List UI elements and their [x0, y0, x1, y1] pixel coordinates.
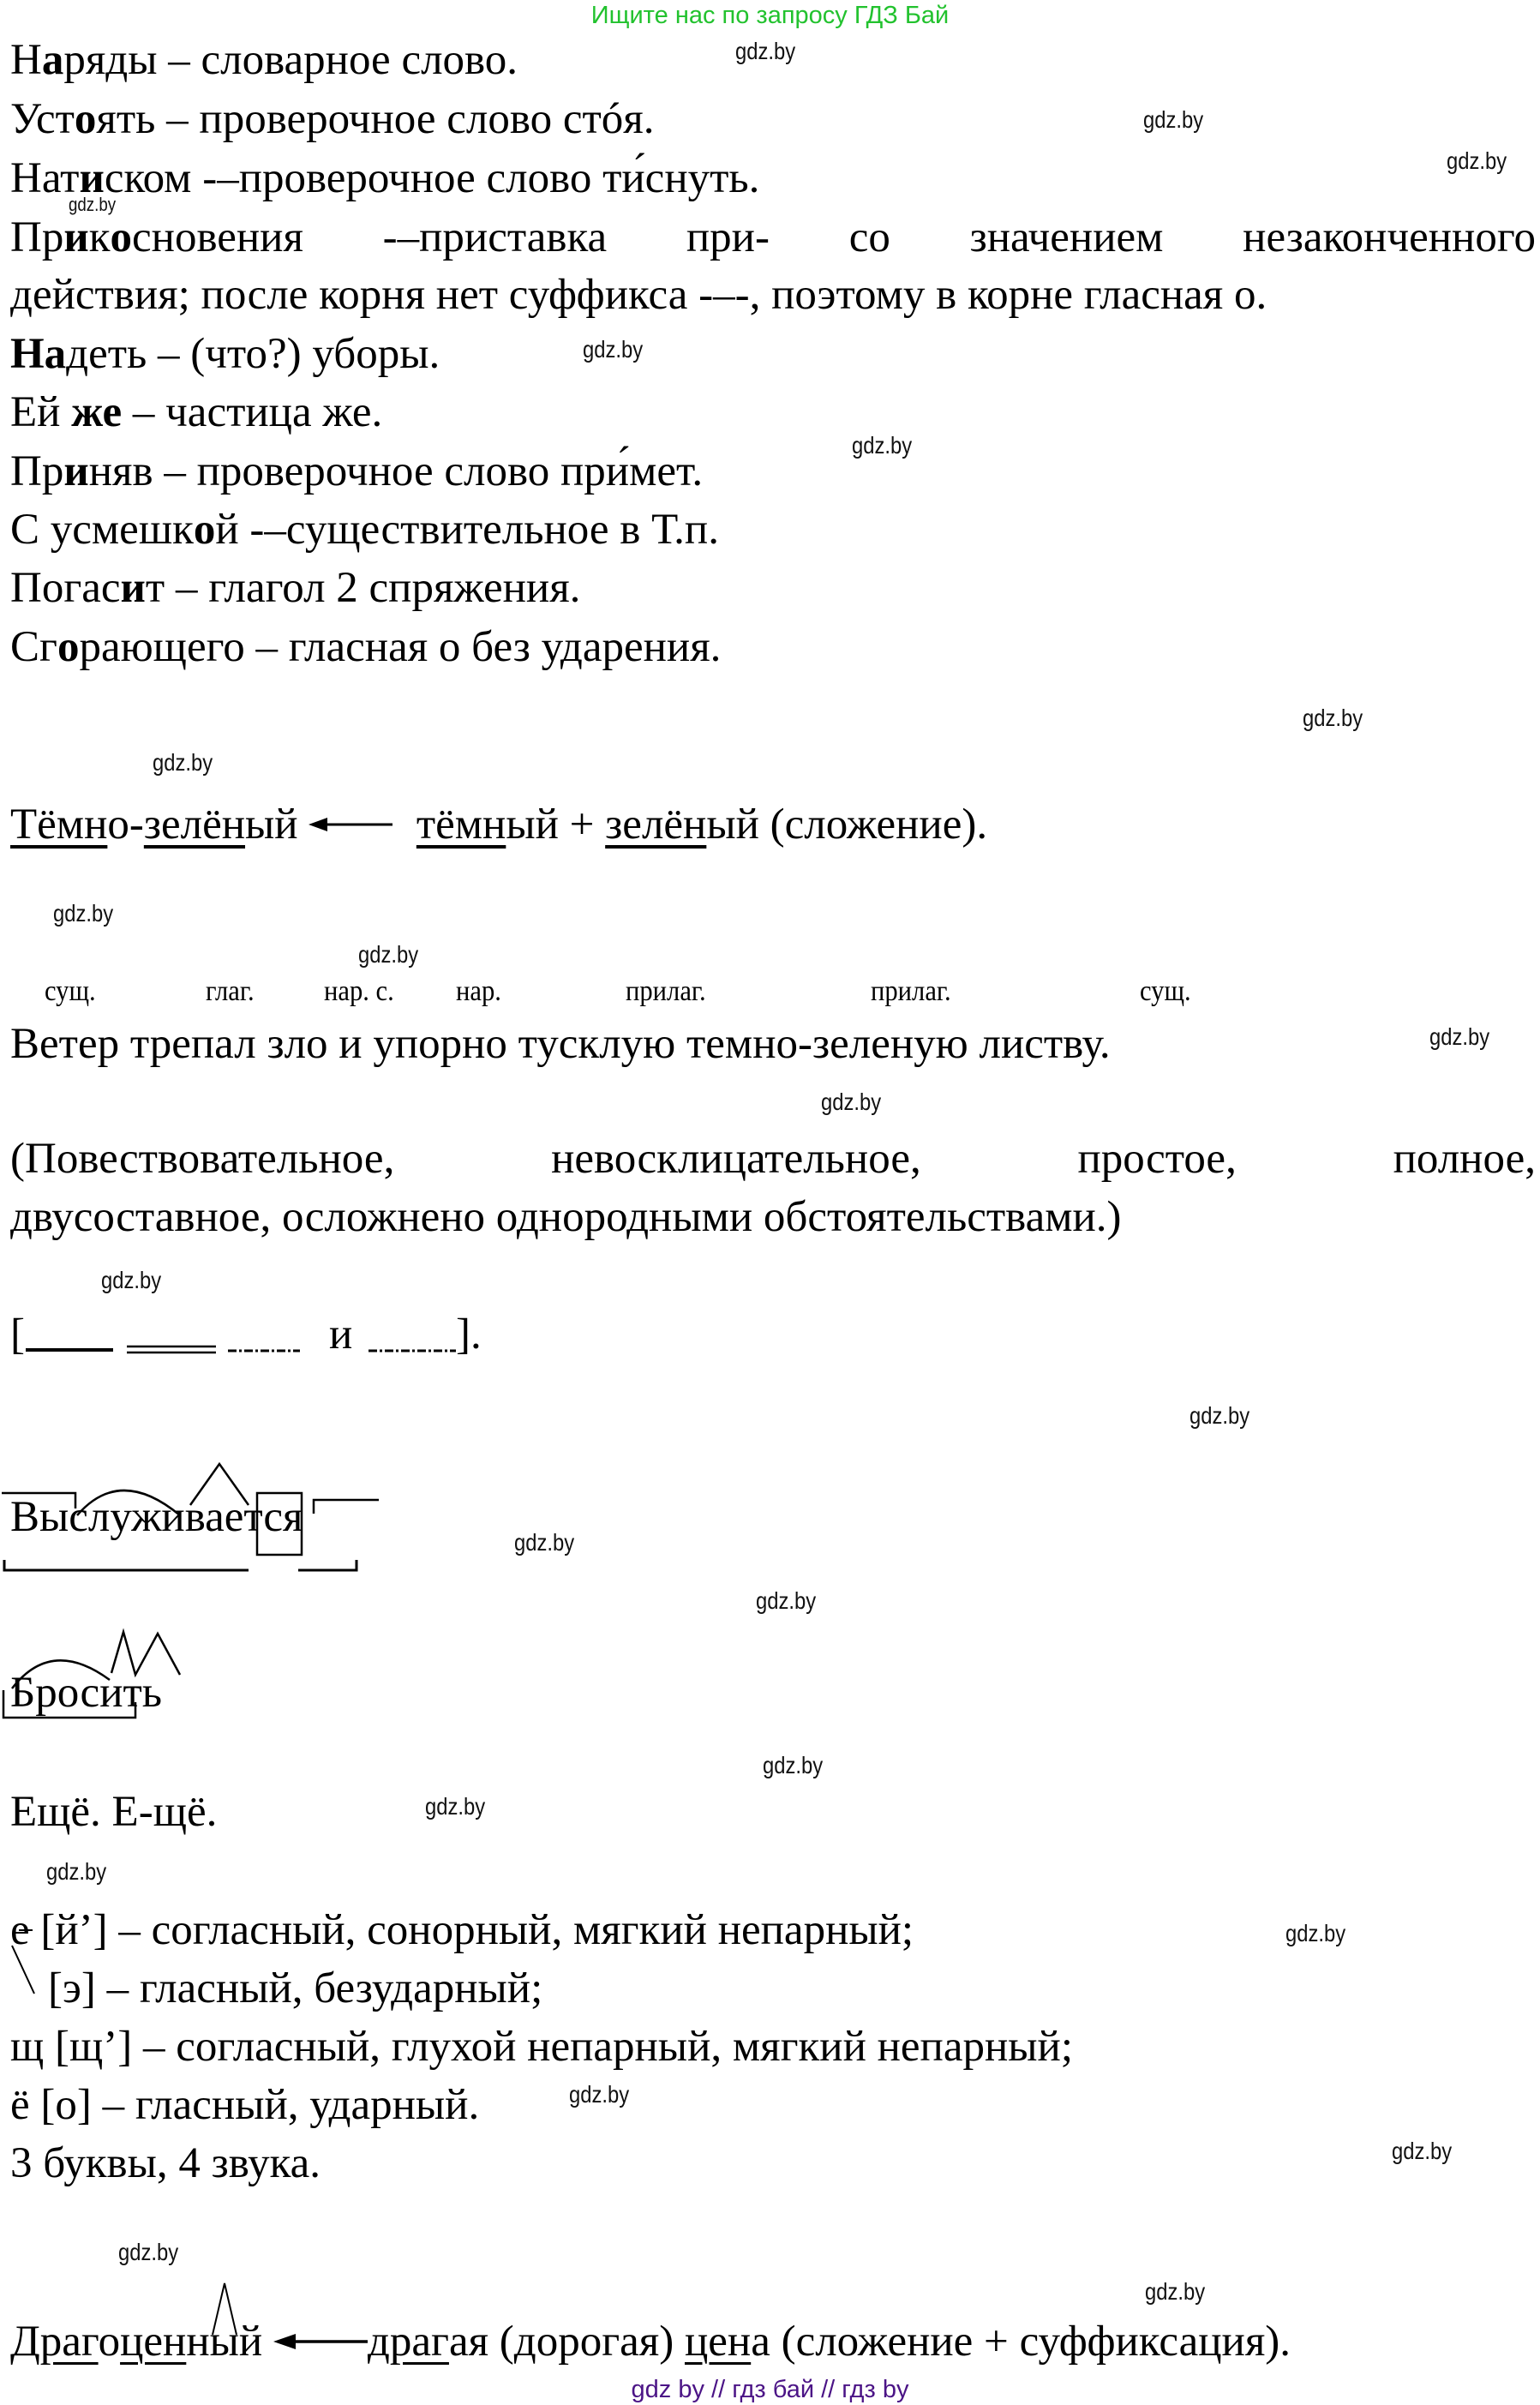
watermark: gdz.by — [1145, 2278, 1206, 2305]
phonetic-word: Ещё. Е-щё. — [10, 1788, 218, 1836]
watermark: gdz.by — [763, 1752, 824, 1778]
pos-label: сущ. — [45, 975, 96, 1007]
answer-line-5: действия; после корня нет суффикса -–-, поэтому в корне гласная о. — [10, 271, 1267, 319]
watermark: gdz.by — [46, 1858, 107, 1885]
parsed-sentence: Ветер трепал зло и упорно тусклую темно-зеленую листву. — [10, 1020, 1111, 1068]
watermark: gdz.by — [425, 1793, 486, 1820]
watermark: gdz.by — [1429, 1023, 1490, 1050]
answer-line-10: Погасит – глагол 2 спряжения. — [10, 564, 581, 612]
phonetic-row: щ [щ’] – согласный, глухой непарный, мягкий непарный; — [10, 2023, 1074, 2071]
pos-label: прилаг. — [871, 975, 951, 1007]
watermark: gdz.by — [153, 749, 213, 776]
answer-line-6: Надеть – (что?) уборы. — [10, 330, 440, 378]
watermark: gdz.by — [756, 1587, 817, 1614]
answer-line-8: Приняв – проверочное слово при́мет. — [10, 447, 704, 495]
answer-line-11: Сгорающего – гласная о без ударения. — [10, 623, 722, 671]
phonetic-summary: 3 буквы, 4 звука. — [10, 2139, 321, 2187]
watermark: gdz.by — [358, 941, 419, 968]
answer-line-3: Натиском -–проверочное слово ти́снуть. — [10, 154, 760, 202]
footer-banner[interactable]: gdz by // гдз бай // гдз by — [631, 2376, 909, 2403]
watermark: gdz.by — [583, 336, 644, 363]
watermark: gdz.by — [514, 1529, 575, 1556]
highlighted-letter: и — [79, 154, 105, 202]
watermark: gdz.by — [118, 2239, 179, 2265]
watermark: gdz.by — [821, 1089, 882, 1115]
highlighted-letter: а — [41, 36, 64, 84]
pos-label: прилаг. — [626, 975, 706, 1007]
document-page: Ищите нас по запросу ГДЗ Бай Наряды – словарное слово. Устоять – проверочное слово стóя. Натиском -–проверочное слово ти́снуть. Прикосновения -–приставка при- со значением незаконченного действия; после корня нет суффикса -–-, поэтому в корне гласная о. Надеть – (что?) уборы. Ей же – частица же. Приняв – проверочное слово при́мет. С усмешкой -–существительное в Т.п. Погасит – глагол 2 спряжения. Сгорающего – гласная о без ударения. Тёмно-зелёный тёмный + зелёный (сложение). сущ. глаг. нар. с. нар. прилаг. прилаг. сущ. Ветер трепал зло и упорно тусклую темно-зеленую листву. (Повествовательное, невосклицательное, простое, полное, двусоставное, осложнено однородными обстоятельствами.) [ и ]. Выслуживается Бросить Ещё. Е-щё. е [й’] – согласный, сонорный, мягкий непарный; [э] – гласный, безударный; щ [щ’] – согласный, глухой непарный, мягкий непарный; ё [о] – гласный, ударный. 3 буквы, 4 звука. Драгоценный драгая (дорогая) цена (сложение + суффиксация). gdz.by gdz.by gdz.by gdz.by gdz.by gdz.by gdz.by gdz.by gdz.by gdz.by gdz.by gdz.by gdz.by gdz.by gdz.by gdz.by gdz.by gdz.by gdz.by gdz.by gdz.by gdz.by gdz.by gdz.by gdz by // гдз бай // гдз by — [0, 0, 1540, 2405]
watermark: gdz.by — [1303, 705, 1363, 731]
scheme-underlines — [0, 1303, 514, 1371]
branch-line — [0, 1920, 51, 1997]
morpheme-marks — [0, 1440, 394, 1577]
arrow-left-icon — [309, 816, 394, 833]
highlighted-letter: о — [74, 95, 97, 143]
pos-label: глаг. — [206, 975, 255, 1007]
phonetic-row: е [й’] – согласный, сонорный, мягкий непарный; — [10, 1906, 914, 1954]
pos-label: нар. с. — [324, 975, 394, 1007]
pos-label: сущ. — [1140, 975, 1191, 1007]
watermark: gdz.by — [1189, 1402, 1250, 1429]
watermark: gdz.by — [53, 900, 114, 927]
answer-line-2: Устоять – проверочное слово стóя. — [10, 95, 655, 143]
phonetic-row: ё [о] – гласный, ударный. — [10, 2081, 480, 2129]
watermark: gdz.by — [852, 432, 913, 459]
watermark: gdz.by — [735, 38, 796, 64]
answer-line-7: Ей же – частица же. — [10, 388, 383, 436]
watermark: gdz.by — [1285, 1920, 1346, 1946]
arrow-left-icon — [273, 2332, 368, 2351]
watermark: gdz.by — [69, 194, 117, 215]
answer-line-1: Наряды – словарное слово. — [10, 36, 518, 84]
watermark: gdz.by — [1447, 147, 1507, 174]
watermark: gdz.by — [569, 2081, 630, 2108]
answer-line-4: Прикосновения -–приставка при- со значением незаконченного — [10, 213, 1536, 261]
morpheme-marks — [0, 1611, 223, 1748]
compound-word-formation-1: Тёмно-зелёный тёмный + зелёный (сложение). — [10, 801, 988, 849]
pos-label: нар. — [456, 975, 501, 1007]
phonetic-row: [э] – гласный, безударный; — [48, 1964, 543, 2012]
watermark: gdz.by — [1143, 106, 1204, 133]
header-banner[interactable]: Ищите нас по запросу ГДЗ Бай — [590, 2, 950, 29]
watermark: gdz.by — [101, 1267, 162, 1293]
watermark: gdz.by — [1392, 2138, 1453, 2164]
answer-line-9: С усмешкой -–существительное в Т.п. — [10, 506, 719, 554]
